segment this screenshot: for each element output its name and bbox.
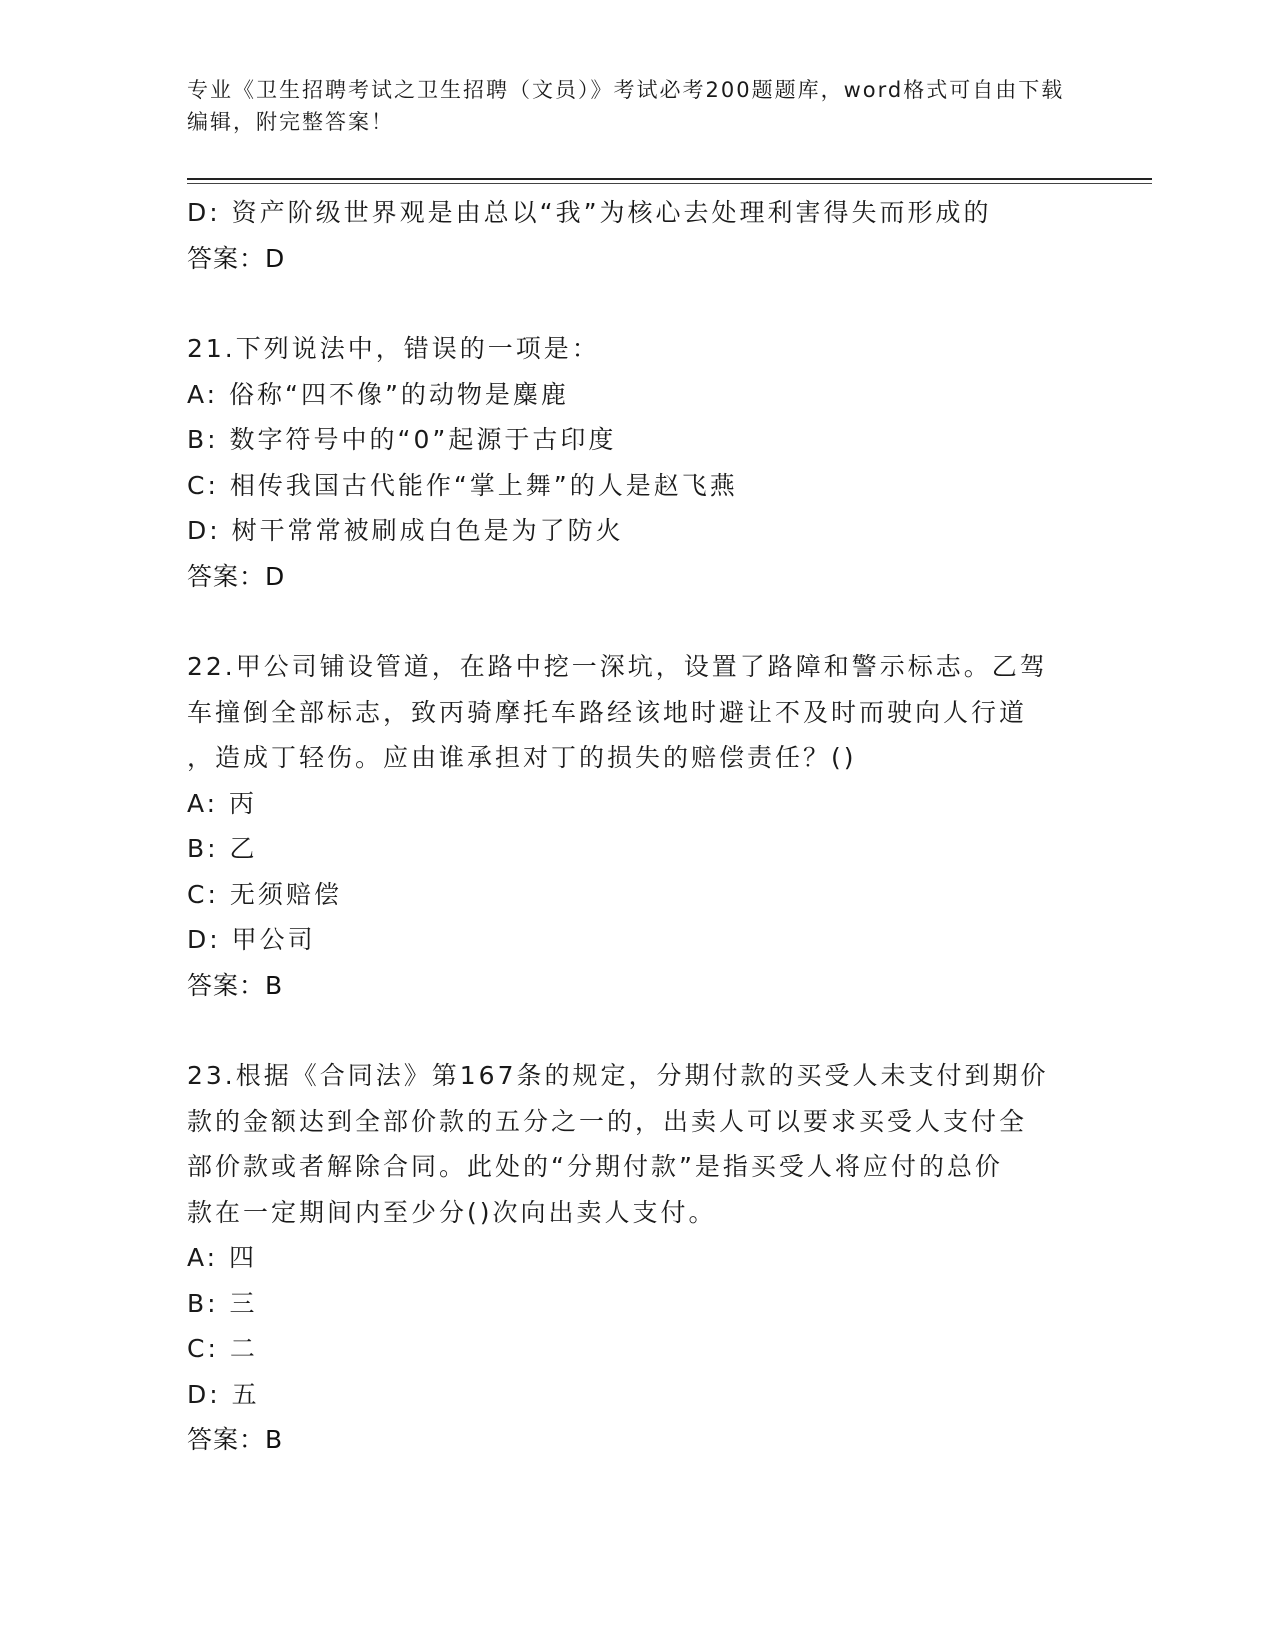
spacer (187, 1008, 1107, 1053)
option-a: A: 俗称“四不像”的动物是麋鹿 (187, 379, 569, 409)
question-text-line: 款在一定期间内至少分()次向出卖人支付。 (187, 1197, 717, 1227)
spacer (187, 599, 1107, 644)
question-22 (187, 644, 1107, 1008)
option-a: A: 丙 (187, 788, 258, 818)
option-b: B: 三 (187, 1288, 258, 1318)
question-text-line: 23.根据《合同法》第167条的规定，分期付款的买受人未支付到期价 (187, 1061, 1049, 1090)
option-d: D: 甲公司 (187, 925, 316, 954)
answer: 答案：B (187, 970, 284, 1000)
option-b: B: 数字符号中的“0”起源于古印度 (187, 425, 617, 454)
answer: 答案：D (187, 561, 286, 591)
question-21 (187, 326, 1107, 599)
option-b: B: 乙 (187, 834, 258, 863)
option-d: D: 树干常常被刷成白色是为了防火 (187, 516, 624, 545)
question-23 (187, 1053, 1107, 1463)
prev-question-option-d: D: 资产阶级世界观是由总以“我”为核心去处理利害得失而形成的 (187, 198, 992, 227)
answer: 答案：B (187, 1425, 284, 1454)
option-c: C: 相传我国古代能作“掌上舞”的人是赵飞燕 (187, 470, 738, 500)
option-c: C: 无须赔偿 (187, 879, 342, 909)
question-text-line: ，造成丁轻伤。应由谁承担对丁的损失的赔偿责任？() (187, 743, 857, 772)
option-a: A: 四 (187, 1243, 258, 1272)
option-d: D: 五 (187, 1379, 260, 1409)
question-content (187, 190, 1107, 1463)
question-text-line: 部价款或者解除合同。此处的“分期付款”是指买受人将应付的总价 (187, 1152, 1003, 1181)
header-divider-thin (187, 183, 1152, 184)
prev-question-answer: 答案：D (187, 243, 286, 273)
header-divider-thick (187, 178, 1152, 180)
question-text: 21.下列说法中，错误的一项是： (187, 334, 600, 363)
question-text-line: 22.甲公司铺设管道，在路中挖一深坑，设置了路障和警示标志。乙驾 (187, 652, 1048, 681)
question-text-line: 款的金额达到全部价款的五分之一的，出卖人可以要求买受人支付全 (187, 1106, 1028, 1136)
question-text-line: 车撞倒全部标志，致丙骑摩托车路经该地时避让不及时而驶向人行道 (187, 697, 1028, 727)
spacer (187, 281, 1107, 326)
option-c: C: 二 (187, 1334, 258, 1363)
document-header: 专业《卫生招聘考试之卫生招聘（文员）》考试必考200题题库，word格式可自由下载编辑，附完整答案！ (187, 78, 1065, 134)
